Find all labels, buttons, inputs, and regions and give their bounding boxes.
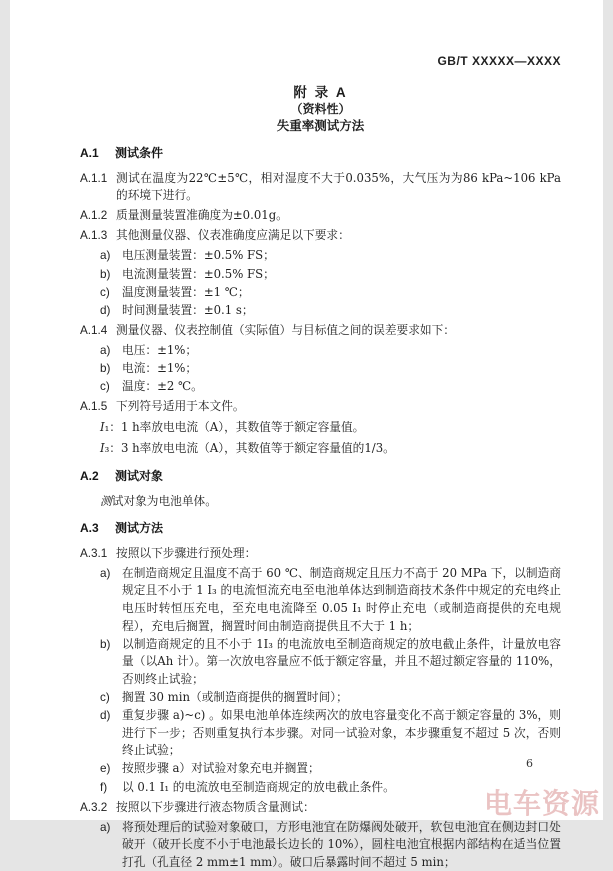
clause-number: A.3.2 — [80, 800, 108, 814]
list-item — [80, 378, 561, 396]
clause-text: 按照以下步骤进行液态物质含量测试： — [116, 799, 315, 814]
clause-number: A.1.2 — [80, 209, 108, 223]
list-item — [80, 247, 561, 265]
clause-number: A.3.1 — [80, 546, 108, 560]
list-item — [80, 302, 561, 320]
definition-line — [80, 419, 561, 437]
clause-paragraph — [80, 398, 561, 416]
clause-text: 以 0.1 I₁ 的电流放电至制造商规定的放电截止条件。 — [122, 779, 395, 794]
clause-text: 测试条件 — [115, 146, 164, 160]
list-item — [80, 284, 561, 302]
watermark: 电车资源 — [483, 788, 600, 819]
clause-text: I₁：1 h率放电电流（A），其数值等于额定容量值。 — [100, 420, 365, 435]
document-page — [10, 0, 603, 869]
list-item — [80, 360, 561, 378]
clause-text: I₃：3 h率放电电流（A），其数值等于额定容量值的1/3。 — [100, 441, 395, 456]
clause-paragraph — [80, 207, 561, 225]
section-heading — [80, 520, 561, 538]
clause-number: d) — [100, 709, 111, 723]
clause-text: 将预处理后的试验对象破口，方形电池宜在防爆阀处破开，软包电池宜在侧边封口处破开（破开长度不小于电池最长边长的 10%），圆柱电池宜根据内部结构在适当位置打孔（孔直径 2 mm±1 mm）。破口后暴露时间不超过 5 min； — [122, 819, 561, 869]
clause-text: 时间测量装置：±0.1 s； — [122, 302, 254, 317]
clause-number: A.2 — [80, 469, 99, 483]
clause-paragraph — [80, 227, 561, 245]
clause-text: 电流：±1%； — [122, 361, 198, 376]
clause-number: a) — [100, 249, 111, 263]
clause-number: A.1 — [80, 146, 99, 160]
list-item — [80, 565, 561, 635]
clause-text: 重复步骤 a)~c) 。如果电池单体连续两次的放电容量变化不高于额定容量的 3%，则进行下一步；否则重复执行本步骤。对同一试验对象，本步骤重复不超过 5 次，否则终止试验； — [122, 708, 561, 758]
list-item — [80, 819, 561, 871]
list-item — [80, 707, 561, 760]
document-body — [80, 145, 561, 871]
appendix-title-block — [80, 84, 561, 135]
clause-text: 测试在温度为22℃±5℃，相对湿度不大于0.035%，大气压为为86 kPa~106 kPa的环境下进行。 — [116, 170, 561, 203]
clause-paragraph — [80, 545, 561, 563]
clause-number: a) — [100, 566, 111, 580]
definition-line — [80, 440, 561, 458]
clause-number: e) — [100, 762, 111, 776]
page-content — [10, 0, 603, 871]
clause-text: 测试对象为电池单体。 — [100, 493, 217, 508]
appendix-subtitle: （资料性） — [290, 102, 351, 116]
list-item — [80, 636, 561, 689]
clause-number: A.1.5 — [80, 400, 108, 414]
clause-text: 质量测量装置准确度为±0.01g。 — [116, 208, 288, 223]
clause-text: 按照以下步骤进行预处理： — [116, 545, 257, 560]
clause-text: 温度测量装置：±1 ℃； — [122, 284, 250, 299]
clause-number: A.1.1 — [80, 171, 108, 185]
clause-text: 其他测量仪器、仪表准确度应满足以下要求： — [116, 228, 350, 243]
clause-text: 电压测量装置：±0.5% FS； — [122, 248, 275, 263]
clause-number: a) — [100, 343, 111, 357]
clause-paragraph — [80, 170, 561, 205]
list-item — [80, 266, 561, 284]
appendix-name: 失重率测试方法 — [276, 119, 365, 133]
clause-text: 测试对象 — [115, 469, 164, 483]
list-item — [80, 342, 561, 360]
clause-text: 电压：±1%； — [122, 342, 198, 357]
clause-number: c) — [100, 285, 110, 299]
clause-text: 测试方法 — [115, 521, 164, 536]
clause-text: 搁置 30 min（或制造商提供的搁置时间）； — [122, 690, 348, 705]
standard-number: GB/T XXXXX—XXXX — [437, 54, 561, 68]
appendix-title: 附 录 A — [293, 85, 348, 100]
clause-number: f) — [100, 780, 108, 794]
clause-paragraph — [80, 322, 561, 340]
clause-number: b) — [100, 637, 111, 651]
page-number: 6 — [526, 757, 533, 770]
clause-number: A.1.3 — [80, 229, 108, 243]
clause-number: b) — [100, 362, 111, 376]
clause-number: d) — [100, 303, 111, 317]
list-item — [80, 689, 561, 707]
clause-text: 电流测量装置：±0.5% FS； — [122, 266, 275, 281]
clause-text: 按照步骤 a）对试验对象充电并搁置； — [122, 761, 320, 776]
clause-number: A.1.4 — [80, 323, 108, 337]
clause-number: A.3 — [80, 521, 99, 536]
clause-text: 下列符号适用于本文件。 — [116, 399, 245, 414]
definition-line — [80, 493, 561, 511]
clause-number: c) — [100, 691, 110, 705]
list-item — [80, 760, 561, 778]
section-heading — [80, 468, 561, 486]
clause-number: a) — [100, 820, 111, 834]
clause-number: b) — [100, 267, 111, 281]
section-heading — [80, 145, 561, 163]
clause-number: c) — [100, 380, 110, 394]
clause-text: 测量仪器、仪表控制值（实际值）与目标值之间的误差要求如下： — [116, 322, 455, 337]
clause-text: 以制造商规定的且不小于 1I₃ 的电流放电至制造商规定的放电截止条件，计量放电容量（以Ah 计）。第一次放电容量应不低于额定容量，并且不超过额定容量的 110%，否则终止试验； — [122, 636, 561, 686]
clause-text: 在制造商规定且温度不高于 60 ℃、制造商规定且压力不高于 20 MPa 下，以制造商规定且不小于 1 I₃ 的电流恒流充电至电池单体达到制造商技术条件中规定的充电终止电压时转恒压充电，至充电电流降至 0.05 I₁ 时停止充电（或制造商提供的充电规程），充电后搁置，搁置时间由制造商提供且不大于 1 h； — [122, 565, 561, 633]
clause-text: 温度：±2 ℃。 — [122, 379, 203, 394]
